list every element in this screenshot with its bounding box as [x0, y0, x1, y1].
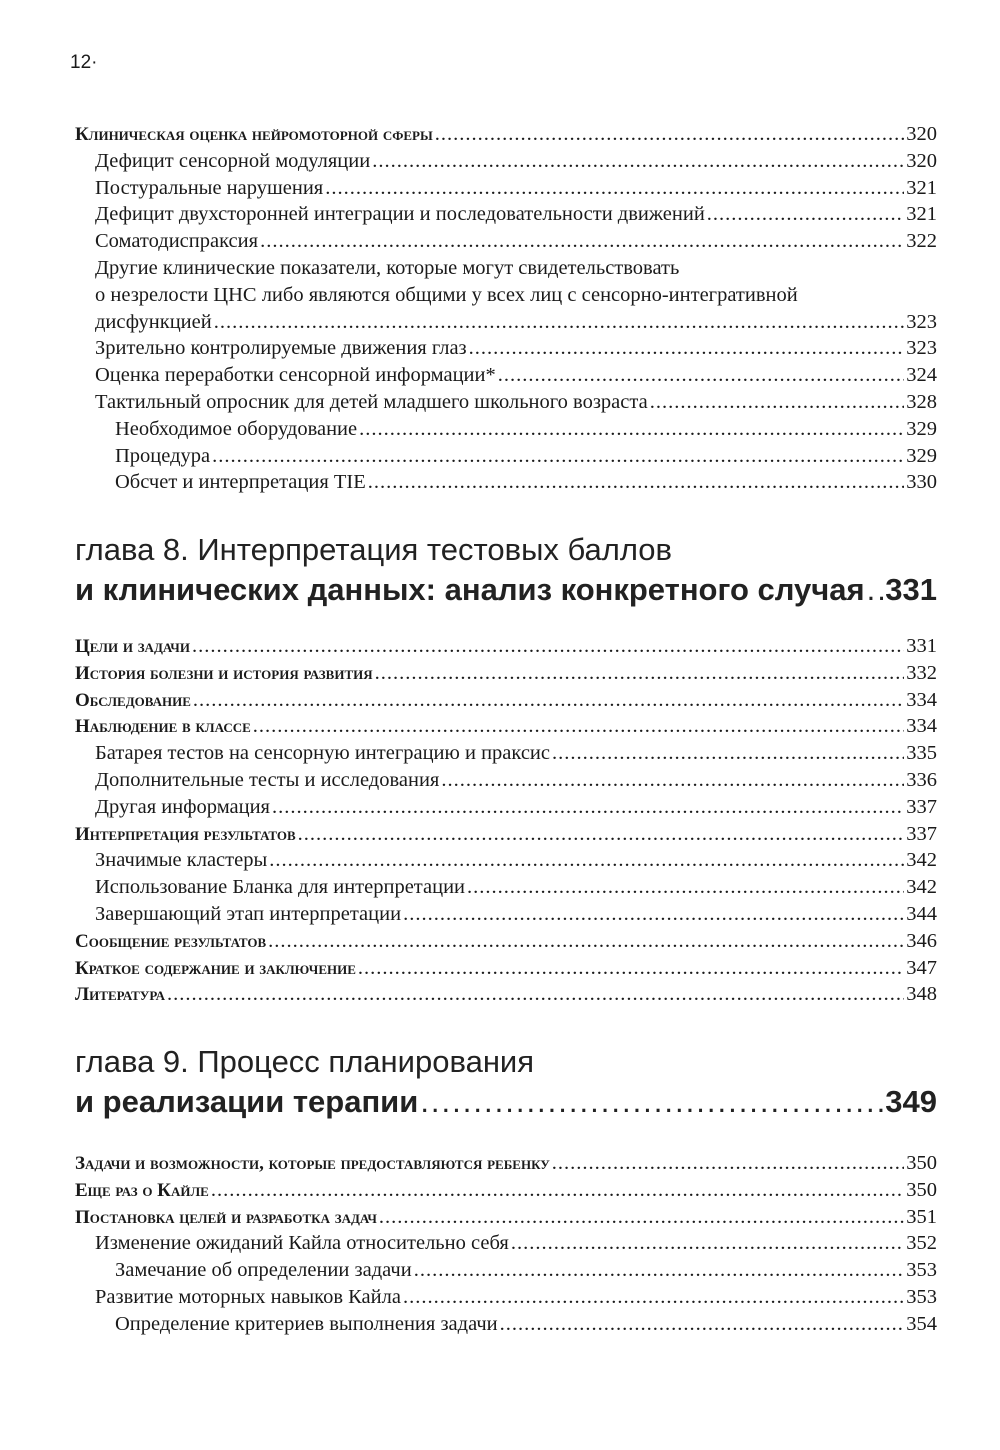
- toc-entry-page: 323: [906, 337, 937, 360]
- toc-entry[interactable]: [75, 713, 937, 740]
- toc-entry-title: Постуральные нарушения: [95, 176, 324, 199]
- toc-entry-page: 342: [906, 876, 937, 899]
- toc-entry-title: Процедура: [115, 444, 211, 467]
- toc-entry-page: 321: [906, 176, 937, 199]
- toc-entry[interactable]: [75, 1230, 937, 1257]
- toc-entry-title: Другие клинические показатели, которые могут свидетельствовать: [95, 256, 680, 279]
- toc-entry[interactable]: [75, 1257, 937, 1284]
- toc-entry-page: 346: [906, 929, 937, 952]
- toc-entry-page: 329: [906, 444, 937, 467]
- dot-leader: [358, 955, 904, 982]
- dot-leader: [368, 469, 904, 496]
- toc-entry-page: 324: [906, 364, 937, 387]
- dot-leader: [707, 201, 904, 228]
- dot-leader: [260, 228, 904, 255]
- toc-entry[interactable]: [75, 362, 937, 389]
- toc-entry[interactable]: [75, 255, 937, 335]
- dot-leader: [420, 1082, 883, 1122]
- toc-entry-page: 351: [906, 1205, 937, 1228]
- toc-entry-page: 342: [906, 849, 937, 872]
- dot-leader: [359, 416, 904, 443]
- toc-entry-title: Обследование: [75, 689, 191, 711]
- toc-entry[interactable]: [75, 767, 937, 794]
- toc-entry[interactable]: [75, 148, 937, 175]
- toc-entry-title: Использование Бланка для интерпретации: [95, 876, 466, 899]
- toc-entry-title: о незрелости ЦНС либо являются общими у всех лиц с сенсорно-интегративной: [95, 283, 798, 306]
- toc-entry-title: Дефицит двухсторонней интеграции и последовательности движений: [95, 203, 705, 226]
- toc-entry[interactable]: [75, 335, 937, 362]
- toc-entry-page: 328: [906, 390, 937, 413]
- dot-leader: [193, 687, 904, 714]
- chapter-9-title-line2: и реализации терапии: [75, 1084, 419, 1119]
- toc-entry-page: 354: [906, 1312, 937, 1335]
- dot-leader: [403, 1284, 904, 1311]
- toc-entry-page: 337: [906, 795, 937, 818]
- toc-entry-line: [95, 282, 937, 309]
- dot-leader: [372, 148, 904, 175]
- dot-leader: [379, 1204, 904, 1231]
- dot-leader: [298, 821, 905, 848]
- toc-entry-line: [95, 309, 937, 336]
- toc-entry-title: Клиническая оценка нейромоторной сферы: [75, 124, 433, 145]
- dot-leader: [403, 901, 904, 928]
- dot-leader: [375, 660, 905, 687]
- toc-entry[interactable]: [75, 874, 937, 901]
- toc-entry-page: 347: [906, 956, 937, 979]
- dot-leader: [552, 740, 904, 767]
- toc-entry-line: [95, 255, 937, 282]
- toc-entry-title: Краткое содержание и заключение: [75, 957, 356, 979]
- toc-entry[interactable]: [75, 1177, 937, 1204]
- dot-leader: [211, 1177, 904, 1204]
- toc-entry-page: 323: [906, 310, 937, 333]
- toc-entry-title: Изменение ожиданий Кайла относительно себя: [95, 1232, 509, 1255]
- toc-entry-title: Завершающий этап интерпретации: [95, 902, 402, 925]
- toc-entry[interactable]: [75, 1150, 937, 1177]
- toc-entry-page: 334: [906, 715, 937, 738]
- toc-entry-page: 353: [906, 1259, 937, 1282]
- toc-entry[interactable]: [75, 469, 937, 496]
- toc-entry-page: 331: [906, 635, 937, 657]
- toc-entry-page: 321: [906, 203, 937, 226]
- toc-entry-title: Наблюдение в классе: [75, 716, 251, 738]
- toc-entry[interactable]: [75, 794, 937, 821]
- toc-entry-page: 335: [906, 742, 937, 765]
- toc-entry-page: 350: [906, 1178, 937, 1201]
- toc-entry-title: Сообщение результатов: [75, 930, 267, 952]
- toc-entry-title: дисфункцией: [95, 310, 212, 333]
- chapter-8-title-line1: глава 8. Интерпретация тестовых баллов: [75, 532, 672, 567]
- dot-leader: [414, 1257, 905, 1284]
- toc-entry-title: Задачи и возможности, которые предоставляются ребенку: [75, 1153, 550, 1174]
- toc-entry-page: 348: [906, 983, 937, 1006]
- toc-entry[interactable]: [75, 633, 937, 660]
- toc-entry-title: Дополнительные тесты и исследования: [95, 768, 440, 791]
- dot-leader: [192, 633, 904, 660]
- dot-leader: [268, 928, 904, 955]
- dot-leader: [325, 175, 904, 202]
- toc-entry-title: Литература: [75, 984, 166, 1006]
- toc-entry[interactable]: [75, 1284, 937, 1311]
- toc-entry[interactable]: [75, 121, 937, 148]
- toc-entry-page: 322: [906, 230, 937, 253]
- toc-entry-page: 350: [906, 1152, 937, 1174]
- chapter-9-page: 349: [885, 1084, 937, 1119]
- toc-entry-title: Необходимое оборудование: [115, 417, 358, 440]
- toc-entry[interactable]: [75, 389, 937, 416]
- toc-entry[interactable]: [75, 416, 937, 443]
- toc-entry-title: Оценка переработки сенсорной информации*: [95, 364, 496, 387]
- toc-entry-page: 337: [906, 822, 937, 845]
- chapter-8-title-line2: и клинических данных: анализ конкретного случая: [75, 572, 865, 607]
- toc-entry-title: История болезни и история развития: [75, 662, 373, 684]
- toc-entry-page: 320: [906, 149, 937, 172]
- toc-entry[interactable]: [75, 955, 937, 982]
- dot-leader: [867, 570, 884, 610]
- toc-entry-page: 353: [906, 1285, 937, 1308]
- chapter-9-title-line1: глава 9. Процесс планирования: [75, 1044, 535, 1079]
- dot-leader: [435, 121, 905, 148]
- dot-leader: [212, 443, 904, 470]
- toc-entry[interactable]: [75, 660, 937, 687]
- toc-entry-page: 336: [906, 768, 937, 791]
- toc-entry-title: Соматодиспраксия: [95, 230, 259, 253]
- toc-entry-page: 332: [906, 661, 937, 684]
- toc-entry-title: Батарея тестов на сенсорную интеграцию и праксис: [95, 742, 551, 765]
- toc-entry-title: Значимые кластеры: [95, 849, 268, 872]
- toc-entry[interactable]: [75, 928, 937, 955]
- dot-leader: [500, 1311, 905, 1338]
- dot-leader: [272, 794, 904, 821]
- toc-entry-page: 352: [906, 1232, 937, 1255]
- toc-chapter-9: [75, 1150, 937, 1338]
- toc-entry[interactable]: [75, 1204, 937, 1231]
- toc-entry-title: Дефицит сенсорной модуляции: [95, 149, 371, 172]
- dot-leader: [552, 1150, 904, 1177]
- dot-leader: [498, 362, 904, 389]
- toc-entry[interactable]: [75, 201, 937, 228]
- toc-entry-title: Цели и задачи: [75, 636, 190, 657]
- toc-entry[interactable]: [75, 687, 937, 714]
- toc-entry[interactable]: [75, 1311, 937, 1338]
- toc-entry[interactable]: [75, 175, 937, 202]
- page-number: 12·: [70, 52, 98, 73]
- dot-leader: [511, 1230, 904, 1257]
- toc-section-top: [75, 121, 937, 496]
- toc-entry-title: Еще раз о Кайле: [75, 1179, 209, 1201]
- chapter-8-heading[interactable]: [75, 530, 937, 610]
- chapter-9-heading[interactable]: [75, 1042, 937, 1122]
- toc-entry-title: Постановка целей и разработка задач: [75, 1206, 377, 1228]
- toc-entry[interactable]: [75, 228, 937, 255]
- toc-entry-page: 344: [906, 902, 937, 925]
- dot-leader: [253, 713, 904, 740]
- toc-entry-page: 320: [906, 123, 937, 145]
- dot-leader: [214, 309, 905, 336]
- toc-entry-page: 330: [906, 471, 937, 494]
- toc-chapter-8: [75, 633, 937, 1008]
- dot-leader: [650, 389, 905, 416]
- toc-entry-title: Развитие моторных навыков Кайла: [95, 1285, 401, 1308]
- toc-entry-title: Интерпретация результатов: [75, 823, 296, 845]
- toc-entry[interactable]: [75, 981, 937, 1008]
- toc-entry-title: Обсчет и интерпретация TIE: [115, 471, 366, 494]
- dot-leader: [269, 847, 904, 874]
- dot-leader: [469, 335, 905, 362]
- toc-entry[interactable]: [75, 901, 937, 928]
- toc-entry-title: Зрительно контролируемые движения глаз: [95, 337, 467, 360]
- toc-entry-title: Замечание об определении задачи: [115, 1259, 412, 1282]
- dot-leader: [167, 981, 904, 1008]
- toc-entry[interactable]: [75, 740, 937, 767]
- toc-entry[interactable]: [75, 847, 937, 874]
- toc-entry-title: Другая информация: [95, 795, 270, 818]
- chapter-8-page: 331: [885, 572, 937, 607]
- toc-entry-title: Определение критериев выполнения задачи: [115, 1312, 498, 1335]
- toc-entry-page: 329: [906, 417, 937, 440]
- dot-leader: [441, 767, 904, 794]
- dot-leader: [467, 874, 904, 901]
- toc-entry[interactable]: [75, 821, 937, 848]
- toc-entry-title: Тактильный опросник для детей младшего школьного возраста: [95, 390, 648, 413]
- toc-entry[interactable]: [75, 443, 937, 470]
- toc-entry-page: 334: [906, 688, 937, 711]
